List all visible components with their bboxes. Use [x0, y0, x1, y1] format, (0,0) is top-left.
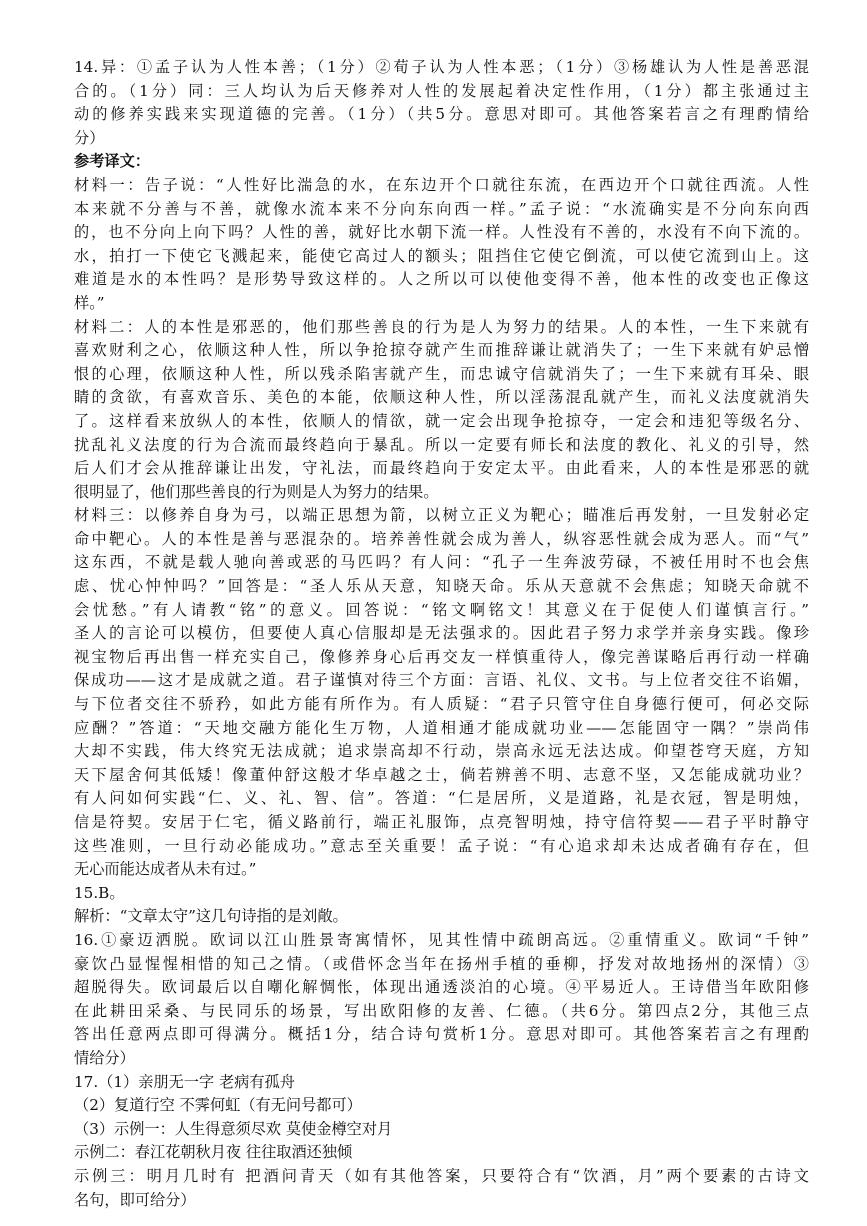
text-line: 虑、忧心忡忡吗？”回答是：“圣人乐从天意，知晓天命。乐从天意就不会焦虑；知晓天命就不 [74, 577, 809, 596]
text-line: 超脱得失。欧词最后以自嘲化解惆怅，体现出通透淡泊的心境。④平易近人。王诗借当年欧阳修 [74, 978, 809, 997]
text-line: 喜欢财利之心，依顺这种人性，所以争抢掠夺就产生而推辞谦让就消失了；一生下来就有妒忌憎 [74, 341, 809, 360]
text-line: 信是符契。安居于仁宅，循义路前行，端正礼服饰，点亮智明烛，持守信符契——君子平时静守 [74, 813, 809, 831]
text-line: 合的。（1分）同：三人均认为后天修养对人性的发展起着决定性作用，（1分）都主张通过主 [74, 81, 809, 100]
text-line: 15.B。 [74, 883, 125, 902]
text-line: 材料一：告子说：“人性好比湍急的水，在东边开个口就往东流，在西边开个口就往西流。人性 [74, 175, 809, 194]
text-line: 本来就不分善与不善，就像水流本来不分向东向西一样。”孟子说：“水流确实是不分向东向西 [74, 199, 809, 218]
text-line: 应酬？”答道：“天地交融方能化生万物，人道相通才能成就功业——怎能固守一隅？”崇尚伟 [74, 718, 809, 737]
text-line: 分） [74, 128, 105, 147]
text-line: 名句，即可给分） [74, 1190, 196, 1209]
text-line: 后人们才会从推辞谦让出发，守礼法，而最终趋向于安定太平。由此看来，人的本性是邪恶的就 [74, 459, 809, 478]
text-line: 有人问如何实践“仁、义、礼、智、信”。答道：“仁是居所，义是道路，礼是衣冠，智是明烛， [74, 789, 809, 808]
text-line: 14.异：①孟子认为人性本善；（1分）②荀子认为人性本恶；（1分）③杨雄认为人性是善恶混 [74, 58, 809, 76]
text-line: 了。这样看来放纵人的本性，依顺人的情欲，就一定会出现争抢掠夺，一定会和违犯等级名分、 [74, 411, 809, 430]
text-line: 在此耕田采桑、与民同乐的场景，写出欧阳修的友善、仁德。（共6分。第四点2分，其他三点 [74, 1001, 809, 1020]
text-line: 会忧愁。”有人请教“铭”的意义。回答说：“铭文啊铭文！其意义在于促使人们谨慎言行。” [74, 600, 809, 619]
text-line: 水，拍打一下使它飞溅起来，能使它高过人的额头；阻挡住它使它倒流，可以使它流到山上。这 [74, 246, 809, 265]
text-line: 扰乱礼义法度的行为合流而最终趋向于暴乱。所以一定要有师长和法度的教化、礼义的引导，然 [74, 435, 809, 454]
text-line: （2）复道行空 不霁何虹（有无问号都可） [74, 1096, 362, 1115]
text-line: 视宝物后再出售一样充实自己，像修养身心后再交友一样慎重待人，像完善谋略后再行动一样确 [74, 647, 809, 666]
text-line: 豪饮凸显惺惺相惜的知己之情。（或借怀念当年在扬州手植的垂柳，抒发对故地扬州的深情）③ [74, 954, 809, 973]
text-line: 恨的心理，依顺这种人性，所以残杀陷害就产生，而忠诚守信就消失了；一生下来就有耳朵、眼 [74, 364, 809, 383]
text-line: 示例二：春江花朝秋月夜 往往取酒还独倾 [74, 1143, 353, 1162]
text-line: 保成功——这才是成就之道。君子谨慎对待三个方面：言语、礼仪、文书。与上位者交往不谄媚， [74, 671, 809, 690]
text-line: 睛的贪欲，有喜欢音乐、美色的本能，依顺这种人性，所以淫荡混乱就产生，而礼义法度就消失 [74, 388, 809, 407]
text-line: 很明显了，他们那些善良的行为则是人为努力的结果。 [74, 482, 439, 501]
text-line: 天下屋舍何其低矮！像董仲舒这般才华卓越之士，倘若辨善不明、志意不坚，又怎能成就功业？ [74, 765, 809, 784]
text-line: 的，也不分向上向下吗？人性的善，就好比水朝下流一样。人性没有不善的，水没有不向下流的。 [74, 223, 809, 242]
text-line: 无心而能达成者从未有过。” [74, 860, 257, 879]
text-line: 难道是水的本性吗？是形势导致这样的。人之所以可以使他变得不善，他本性的改变也正像这 [74, 270, 809, 289]
text-line: 大却不实践，伟大终究无法成就；追求崇高却不行动，崇高永远无法达成。仰望苍穹天庭，方知 [74, 742, 809, 761]
text-line: 解析：“文章太守”这几句诗指的是刘敞。 [74, 907, 348, 926]
document-body [74, 56, 809, 1212]
text-line: 17.（1）亲朋无一字 老病有孤舟 [74, 1072, 295, 1091]
text-line: 动的修养实践来实现道德的完善。（1分）（共5分。意思对即可。其他答案若言之有理酌情给 [74, 105, 809, 124]
text-line: 命中靶心。人的本性是善与恶混杂的。培养善性就会成为善人，纵容恶性就会成为恶人。而“气” [74, 529, 809, 548]
text-line: 这东西，不就是载人驰向善或恶的马匹吗？有人问：“孔子一生奔波劳碌，不被任用时不也会焦 [74, 553, 809, 572]
translation-heading: 参考译文： [74, 152, 150, 171]
text-line: 圣人的言论可以模仿，但要使人真心信服却是无法强求的。因此君子努力求学并亲身实践。像珍 [74, 624, 809, 643]
text-line: 这些准则，一旦行动必能成功。”意志至关重要！孟子说：“有心追求却未达成者确有存在，但 [74, 836, 809, 855]
text-line: 材料三：以修养自身为弓，以端正思想为箭，以树立正义为靶心；瞄准后再发射，一旦发射必定 [74, 506, 809, 525]
text-line: 16.①豪迈洒脱。欧词以江山胜景寄寓情怀，见其性情中疏朗高远。②重情重义。欧词“千钟” [74, 930, 809, 949]
text-line: 情给分） [74, 1048, 135, 1067]
text-line: 样。” [74, 293, 105, 312]
text-line: 材料二：人的本性是邪恶的，他们那些善良的行为是人为努力的结果。人的本性，一生下来就有 [74, 317, 809, 336]
text-line: 示例三：明月几时有 把酒问青天（如有其他答案，只要符合有“饮酒，月”两个要素的古诗文 [74, 1166, 809, 1185]
text-line: 与下位者交往不骄矜，如此方能有所作为。有人质疑：“君子只管守住自身德行便可，何必交际 [74, 695, 809, 714]
text-line: （3）示例一：人生得意须尽欢 莫使金樽空对月 [74, 1119, 393, 1138]
text-line: 答出任意两点即可得满分。概括1分，结合诗句赏析1分。意思对即可。其他答案若言之有理酌 [74, 1025, 809, 1044]
